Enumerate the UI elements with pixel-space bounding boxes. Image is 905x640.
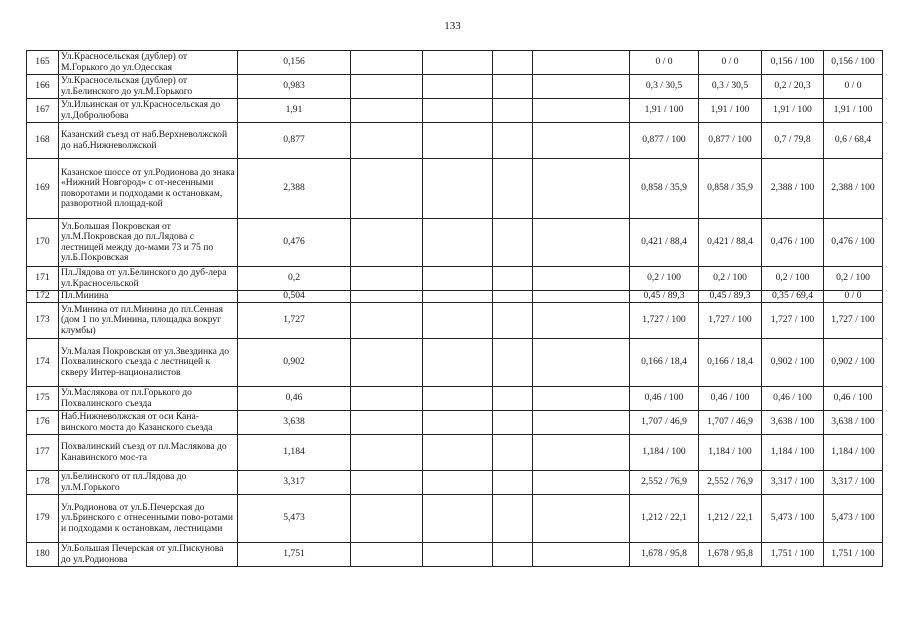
value-cell-3: 0,156 / 100 <box>762 51 824 75</box>
table-row <box>27 411 883 435</box>
road-name: Ул.Ильинская от ул.Красносельская до ул.Добролюбова <box>59 99 238 123</box>
road-name: Ул.Малая Покровская от ул.Звездинка до Похвалинского съезда с лестницей к скверу Интер-националистов <box>59 339 238 387</box>
road-length: 0,156 <box>238 51 351 75</box>
value-cell-1: 1,212 / 22,1 <box>630 495 699 543</box>
value-cell-4: 1,184 / 100 <box>824 435 883 471</box>
value-cell-3: 0,7 / 79,8 <box>762 123 824 159</box>
road-name: Пл.Минина <box>59 291 238 303</box>
value-cell-4: 1,727 / 100 <box>824 303 883 339</box>
value-cell-4: 1,91 / 100 <box>824 99 883 123</box>
empty-cell <box>351 159 423 219</box>
value-cell-2: 0,877 / 100 <box>699 123 762 159</box>
empty-cell <box>351 387 423 411</box>
empty-cell <box>423 219 493 267</box>
empty-cell <box>423 99 493 123</box>
value-cell-3: 0,476 / 100 <box>762 219 824 267</box>
empty-cell <box>493 387 533 411</box>
empty-cell <box>493 51 533 75</box>
empty-cell <box>493 435 533 471</box>
empty-cell <box>533 99 630 123</box>
road-length: 5,473 <box>238 495 351 543</box>
empty-cell <box>493 303 533 339</box>
value-cell-4: 0,902 / 100 <box>824 339 883 387</box>
row-number: 177 <box>27 435 59 471</box>
value-cell-2: 0,3 / 30,5 <box>699 75 762 99</box>
road-length: 1,91 <box>238 99 351 123</box>
empty-cell <box>351 495 423 543</box>
value-cell-1: 2,552 / 76,9 <box>630 471 699 495</box>
value-cell-2: 0,421 / 88,4 <box>699 219 762 267</box>
road-name: Казанское шоссе от ул.Родионова до знака «Нижний Новгород» с от-несенными поворотами и подходами к остановкам, разворотной площад-кой <box>59 159 238 219</box>
value-cell-4: 0,46 / 100 <box>824 387 883 411</box>
empty-cell <box>533 495 630 543</box>
empty-cell <box>423 51 493 75</box>
value-cell-3: 1,91 / 100 <box>762 99 824 123</box>
row-number: 176 <box>27 411 59 435</box>
value-cell-1: 0,45 / 89,3 <box>630 291 699 303</box>
road-length: 1,751 <box>238 543 351 567</box>
empty-cell <box>423 435 493 471</box>
table-row <box>27 387 883 411</box>
road-name: Ул.Маслякова от пл.Горького до Похвалинского съезда <box>59 387 238 411</box>
empty-cell <box>493 291 533 303</box>
row-number: 167 <box>27 99 59 123</box>
empty-cell <box>533 159 630 219</box>
road-name: Ул.Большая Печерская от ул.Пискунова до ул.Родионова <box>59 543 238 567</box>
value-cell-4: 3,317 / 100 <box>824 471 883 495</box>
table-row <box>27 303 883 339</box>
row-number: 165 <box>27 51 59 75</box>
empty-cell <box>351 339 423 387</box>
road-name: Ул.Большая Покровская от ул.М.Покровская до пл.Лядова с лестницей между до-мами 73 и 75 по ул.Б.Покровская <box>59 219 238 267</box>
empty-cell <box>351 543 423 567</box>
page-number: 133 <box>444 20 461 32</box>
value-cell-1: 0,46 / 100 <box>630 387 699 411</box>
table-row <box>27 51 883 75</box>
empty-cell <box>423 291 493 303</box>
value-cell-3: 1,727 / 100 <box>762 303 824 339</box>
value-cell-1: 0,3 / 30,5 <box>630 75 699 99</box>
empty-cell <box>423 411 493 435</box>
road-name: Похвалинский съезд от пл.Маслякова до Канавинского мос-та <box>59 435 238 471</box>
value-cell-1: 1,707 / 46,9 <box>630 411 699 435</box>
empty-cell <box>423 339 493 387</box>
empty-cell <box>533 303 630 339</box>
empty-cell <box>493 339 533 387</box>
value-cell-1: 0,877 / 100 <box>630 123 699 159</box>
empty-cell <box>533 339 630 387</box>
value-cell-3: 0,35 / 69,4 <box>762 291 824 303</box>
road-length: 1,184 <box>238 435 351 471</box>
row-number: 175 <box>27 387 59 411</box>
empty-cell <box>533 219 630 267</box>
value-cell-4: 3,638 / 100 <box>824 411 883 435</box>
empty-cell <box>533 51 630 75</box>
value-cell-2: 1,727 / 100 <box>699 303 762 339</box>
empty-cell <box>423 495 493 543</box>
empty-cell <box>493 75 533 99</box>
table-row <box>27 99 883 123</box>
value-cell-3: 5,473 / 100 <box>762 495 824 543</box>
road-length: 0,877 <box>238 123 351 159</box>
value-cell-4: 0 / 0 <box>824 75 883 99</box>
road-name: Ул.Минина от пл.Минина до пл.Сенная (дом 1 по ул.Минина, площадка вокруг клумбы) <box>59 303 238 339</box>
value-cell-2: 1,91 / 100 <box>699 99 762 123</box>
table-row <box>27 159 883 219</box>
table-row <box>27 219 883 267</box>
value-cell-4: 5,473 / 100 <box>824 495 883 543</box>
road-name: ул.Белинского от пл.Лядова до ул.М.Горького <box>59 471 238 495</box>
empty-cell <box>533 543 630 567</box>
empty-cell <box>493 411 533 435</box>
empty-cell <box>423 471 493 495</box>
value-cell-1: 0,2 / 100 <box>630 267 699 291</box>
empty-cell <box>351 435 423 471</box>
road-name: Казанский съезд от наб.Верхневолжской до наб.Нижневолжской <box>59 123 238 159</box>
row-number: 172 <box>27 291 59 303</box>
empty-cell <box>351 291 423 303</box>
value-cell-3: 0,46 / 100 <box>762 387 824 411</box>
row-number: 179 <box>27 495 59 543</box>
empty-cell <box>493 159 533 219</box>
row-number: 171 <box>27 267 59 291</box>
value-cell-3: 1,184 / 100 <box>762 435 824 471</box>
empty-cell <box>493 219 533 267</box>
empty-cell <box>423 123 493 159</box>
value-cell-3: 2,388 / 100 <box>762 159 824 219</box>
road-length: 0,983 <box>238 75 351 99</box>
value-cell-2: 1,184 / 100 <box>699 435 762 471</box>
value-cell-3: 0,2 / 100 <box>762 267 824 291</box>
table-row <box>27 495 883 543</box>
value-cell-2: 0 / 0 <box>699 51 762 75</box>
value-cell-2: 2,552 / 76,9 <box>699 471 762 495</box>
value-cell-2: 0,46 / 100 <box>699 387 762 411</box>
value-cell-2: 0,2 / 100 <box>699 267 762 291</box>
empty-cell <box>351 75 423 99</box>
empty-cell <box>533 411 630 435</box>
road-name: Ул.Красносельская (дублер) от ул.Белинского до ул.М.Горького <box>59 75 238 99</box>
value-cell-1: 1,91 / 100 <box>630 99 699 123</box>
value-cell-4: 1,751 / 100 <box>824 543 883 567</box>
table-row <box>27 291 883 303</box>
empty-cell <box>351 51 423 75</box>
empty-cell <box>533 123 630 159</box>
value-cell-1: 1,727 / 100 <box>630 303 699 339</box>
road-length: 0,902 <box>238 339 351 387</box>
empty-cell <box>351 267 423 291</box>
road-name: Наб.Нижневолжская от оси Кана-винского моста до Казанского съезда <box>59 411 238 435</box>
value-cell-2: 1,678 / 95,8 <box>699 543 762 567</box>
value-cell-1: 1,678 / 95,8 <box>630 543 699 567</box>
empty-cell <box>533 291 630 303</box>
value-cell-2: 0,166 / 18,4 <box>699 339 762 387</box>
table-row <box>27 123 883 159</box>
empty-cell <box>351 471 423 495</box>
road-length: 1,727 <box>238 303 351 339</box>
value-cell-3: 1,751 / 100 <box>762 543 824 567</box>
row-number: 174 <box>27 339 59 387</box>
row-number: 180 <box>27 543 59 567</box>
value-cell-1: 0,166 / 18,4 <box>630 339 699 387</box>
row-number: 178 <box>27 471 59 495</box>
table-row <box>27 471 883 495</box>
row-number: 166 <box>27 75 59 99</box>
empty-cell <box>351 99 423 123</box>
empty-cell <box>423 543 493 567</box>
value-cell-2: 1,707 / 46,9 <box>699 411 762 435</box>
road-length: 3,638 <box>238 411 351 435</box>
road-name: Пл.Лядова от ул.Белинского до дуб-лера ул.Красносельской <box>59 267 238 291</box>
row-number: 173 <box>27 303 59 339</box>
value-cell-1: 1,184 / 100 <box>630 435 699 471</box>
empty-cell <box>533 471 630 495</box>
value-cell-3: 0,2 / 20,3 <box>762 75 824 99</box>
road-length: 0,476 <box>238 219 351 267</box>
road-length: 0,504 <box>238 291 351 303</box>
table-row <box>27 339 883 387</box>
empty-cell <box>493 495 533 543</box>
table-row <box>27 543 883 567</box>
value-cell-1: 0,421 / 88,4 <box>630 219 699 267</box>
road-length: 3,317 <box>238 471 351 495</box>
value-cell-4: 0,2 / 100 <box>824 267 883 291</box>
table-row <box>27 435 883 471</box>
value-cell-3: 3,638 / 100 <box>762 411 824 435</box>
value-cell-4: 0,476 / 100 <box>824 219 883 267</box>
value-cell-1: 0 / 0 <box>630 51 699 75</box>
empty-cell <box>533 435 630 471</box>
value-cell-3: 3,317 / 100 <box>762 471 824 495</box>
empty-cell <box>493 99 533 123</box>
road-table <box>26 50 883 567</box>
road-name: Ул.Родионова от ул.Б.Печерская до ул.Бринского с отнесенными пово-ротами и подходами к остановкам, лестницами <box>59 495 238 543</box>
table-row <box>27 75 883 99</box>
empty-cell <box>423 267 493 291</box>
empty-cell <box>423 159 493 219</box>
value-cell-4: 0 / 0 <box>824 291 883 303</box>
empty-cell <box>493 267 533 291</box>
row-number: 170 <box>27 219 59 267</box>
empty-cell <box>351 411 423 435</box>
empty-cell <box>351 219 423 267</box>
value-cell-1: 0,858 / 35,9 <box>630 159 699 219</box>
value-cell-2: 0,858 / 35,9 <box>699 159 762 219</box>
road-length: 0,2 <box>238 267 351 291</box>
value-cell-2: 1,212 / 22,1 <box>699 495 762 543</box>
road-length: 0,46 <box>238 387 351 411</box>
row-number: 168 <box>27 123 59 159</box>
empty-cell <box>493 471 533 495</box>
value-cell-3: 0,902 / 100 <box>762 339 824 387</box>
empty-cell <box>533 387 630 411</box>
empty-cell <box>423 75 493 99</box>
empty-cell <box>493 123 533 159</box>
empty-cell <box>493 543 533 567</box>
empty-cell <box>533 75 630 99</box>
row-number: 169 <box>27 159 59 219</box>
value-cell-2: 0,45 / 89,3 <box>699 291 762 303</box>
empty-cell <box>423 303 493 339</box>
road-length: 2,388 <box>238 159 351 219</box>
value-cell-4: 0,6 / 68,4 <box>824 123 883 159</box>
empty-cell <box>423 387 493 411</box>
empty-cell <box>351 123 423 159</box>
empty-cell <box>351 303 423 339</box>
value-cell-4: 0,156 / 100 <box>824 51 883 75</box>
table-row <box>27 267 883 291</box>
value-cell-4: 2,388 / 100 <box>824 159 883 219</box>
empty-cell <box>533 267 630 291</box>
road-name: Ул.Красносельская (дублер) от М.Горького до ул.Одесская <box>59 51 238 75</box>
